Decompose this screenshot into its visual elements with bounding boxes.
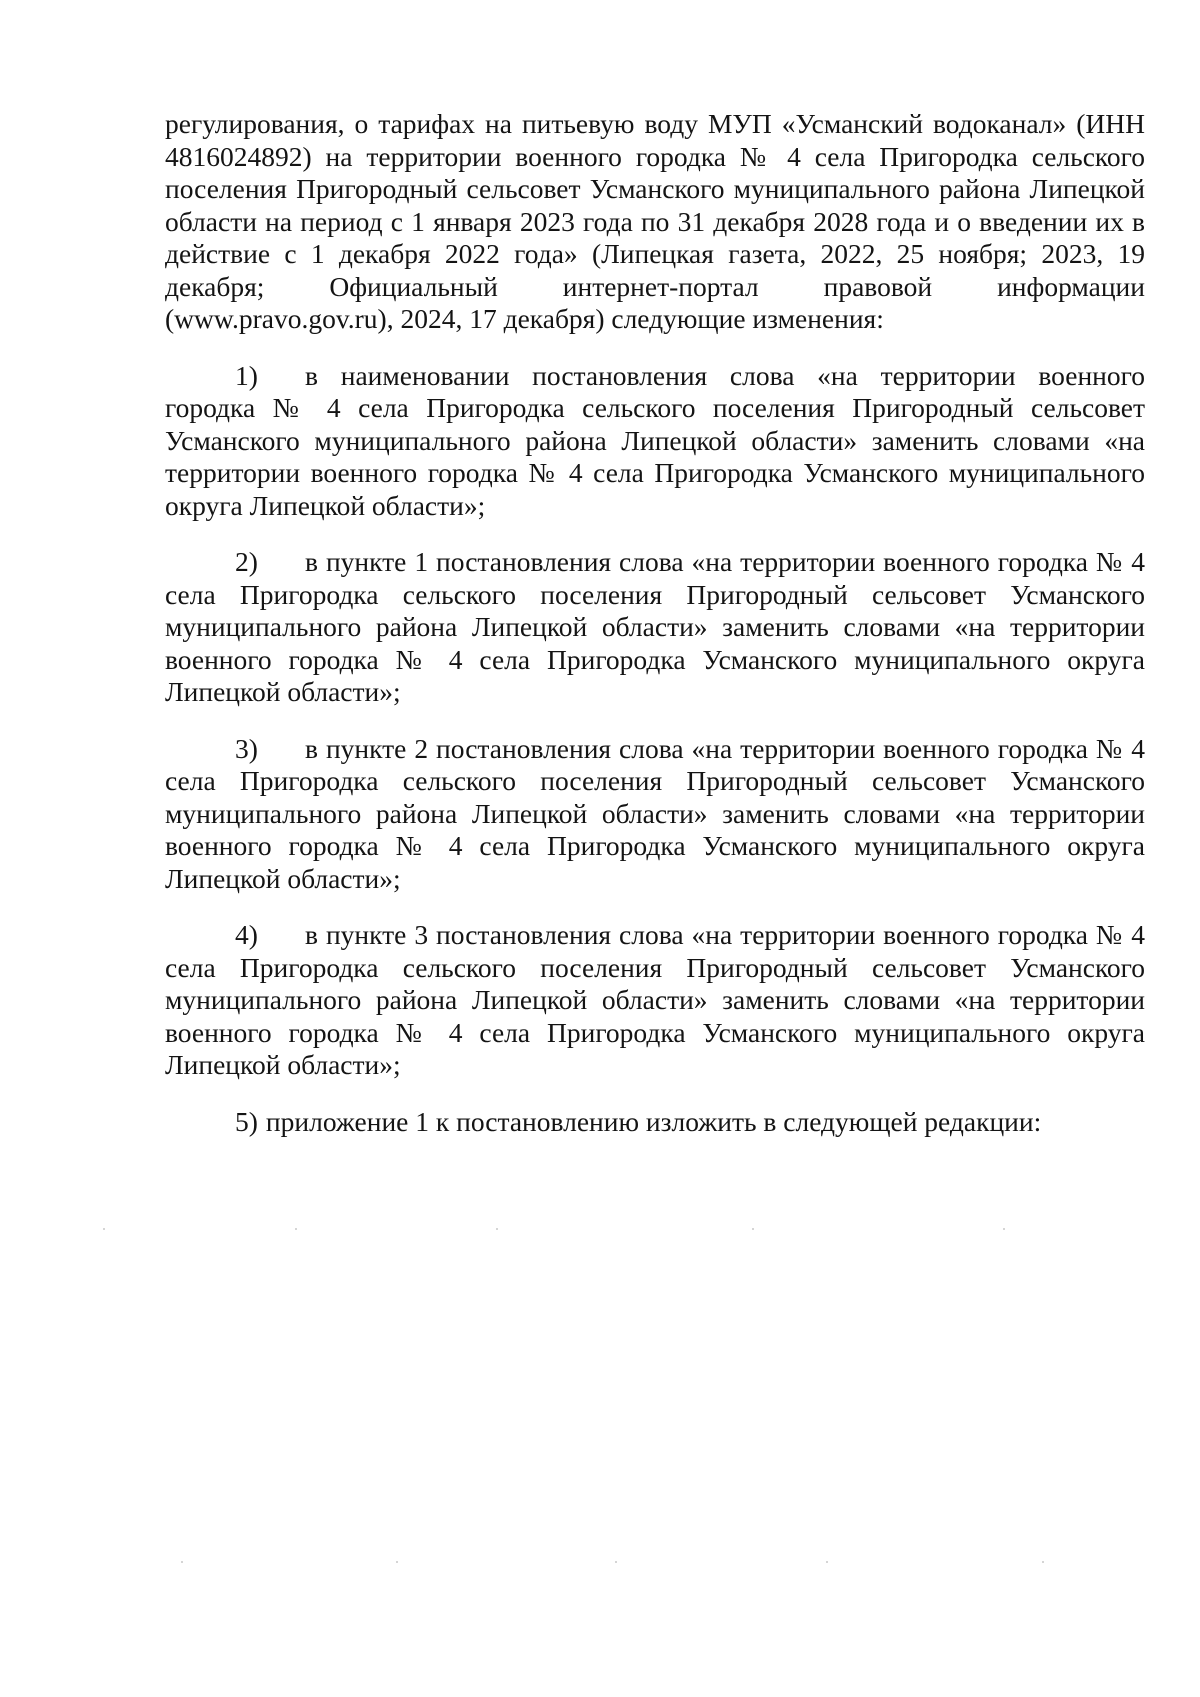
scan-speck	[826, 1561, 828, 1563]
scan-speck	[103, 1228, 105, 1230]
scan-speck	[295, 1228, 297, 1230]
list-item	[165, 546, 1145, 709]
item-text: приложение 1 к постановлению изложить в следующей редакции:	[265, 1105, 1042, 1137]
scan-speck	[1003, 1228, 1005, 1230]
item-number: 5)	[235, 1105, 258, 1137]
item-text: в наименовании постановления слова «на территории военного городка № 4 села Пригородка сельского поселения Пригородный сельсовет Усманского муниципального района Липецкой области» заменить словами «на территории военного городка № 4 села Пригородка Усманского муниципального округа Липецкой области»;	[165, 359, 1145, 521]
scan-speck	[1042, 1561, 1044, 1563]
list-item	[165, 733, 1145, 896]
intro-paragraph: регулирования, о тарифах на питьевую воду МУП «Усманский водоканал» (ИНН 4816024892) на территории военного городка № 4 села Пригородка сельского поселения Пригородный сельсовет Усманского муниципального района Липецкой области на период с 1 января 2023 года по 31 декабря 2028 года и о введении их в действие с 1 декабря 2022 года» (Липецкая газета, 2022, 25 ноября; 2023, 19 декабря; Официальный интернет-портал правовой информации (www.pravo.gov.ru), 2024, 17 декабря) следующие изменения:	[165, 108, 1145, 334]
scan-speck	[496, 1228, 498, 1230]
list-item	[165, 1106, 1145, 1139]
item-number: 3)	[235, 732, 258, 764]
scan-speck	[396, 1561, 398, 1563]
list-item	[165, 919, 1145, 1082]
item-number: 4)	[235, 919, 258, 950]
scan-speck	[615, 1561, 617, 1563]
item-number: 2)	[235, 546, 258, 577]
list-item	[165, 360, 1145, 523]
item-text: в пункте 3 постановления слова «на территории военного городка № 4 села Пригородка сельского поселения Пригородный сельсовет Усманского муниципального района Липецкой области» заменить словами «на территории военного городка № 4 села Пригородка Усманского муниципального округа Липецкой области»;	[165, 919, 1145, 1080]
item-text: в пункте 2 постановления слова «на территории военного городка № 4 села Пригородка сельского поселения Пригородный сельсовет Усманского муниципального района Липецкой области» заменить словами «на территории военного городка № 4 села Пригородка Усманского муниципального округа Липецкой области»;	[165, 732, 1145, 894]
scan-speck	[181, 1561, 183, 1563]
item-number: 1)	[235, 359, 258, 391]
item-text: в пункте 1 постановления слова «на территории военного городка № 4 села Пригородка сельского поселения Пригородный сельсовет Усманского муниципального района Липецкой области» заменить словами «на территории военного городка № 4 села Пригородка Усманского муниципального округа Липецкой области»;	[165, 546, 1145, 707]
scan-speck	[752, 1228, 754, 1230]
document-body	[165, 108, 1145, 1138]
